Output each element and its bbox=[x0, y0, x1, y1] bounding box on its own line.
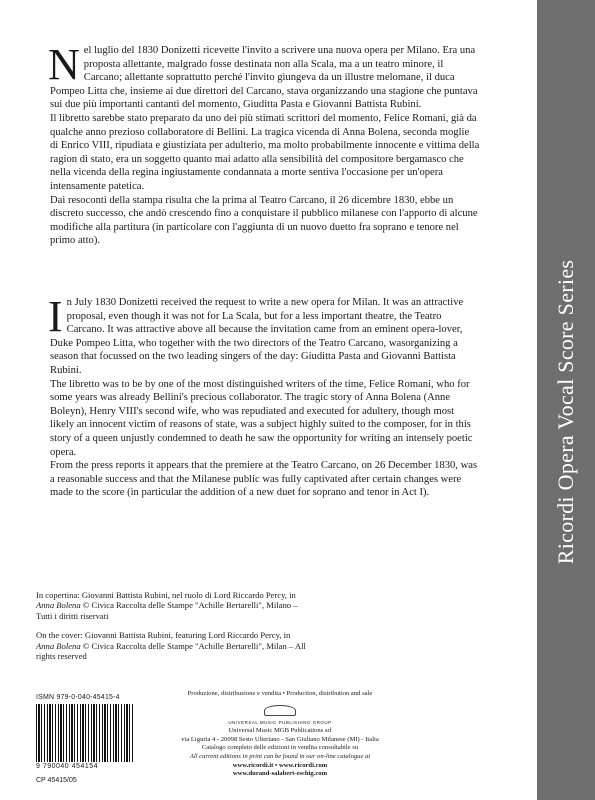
italian-paragraph-2: Il libretto sarebbe stato preparato da uno dei più stimati scrittori del momento, Felice Romani, già da qualche anno prezioso collaboratore di Bellini. La tragica vicenda di Anna Bolena, seconda moglie di Enrico VIII, ripudiata e giustiziata per adulterio, ma molto probabilmente innocente e vittima della ragion di stato, era un soggetto quanto mai adatto alla sensibilità del compositore bergamasco che nella vicenda della regina ingiustamente condannata a morte sentiva l'occasione per un'opera intensamente patetica. bbox=[50, 112, 480, 192]
company-address: via Liguria 4 - 20098 Sesto Ulteriano - San Giuliano Milanese (MI) - Italia bbox=[181, 735, 379, 743]
web-link-ricordi-com[interactable]: www.ricordi.com bbox=[278, 761, 328, 769]
drop-cap: N bbox=[48, 40, 80, 89]
italian-paragraph-3: Dai resoconti della stampa risulta che la prima al Teatro Carcano, il 26 dicembre 1830, ebbe un discreto successo, che andò crescendo fino a conquistare il pubblico milanese con l'apporto di alcune modifiche alla partitura (in particolare con l'aggiunta di un nuovo duetto fra soprano e tenore nel primo atto). bbox=[50, 194, 478, 247]
caption-english-pre: On the cover: Giovanni Battista Rubini, featuring Lord Riccardo Percy, in bbox=[36, 630, 291, 641]
universal-logo-icon bbox=[264, 705, 296, 716]
cover-captions bbox=[36, 590, 306, 670]
caption-italian-title: Anna Bolena bbox=[36, 600, 81, 611]
caption-italian bbox=[36, 590, 306, 621]
web-link-dse[interactable]: www.durand-salabert-eschig.com bbox=[232, 770, 328, 778]
catalogue-note-it: Catalogo completo delle edizioni in vendita consultabile su bbox=[201, 744, 359, 752]
caption-italian-pre: In copertina: Giovanni Battista Rubini, nel ruolo di Lord Riccardo Percy, in bbox=[36, 590, 296, 600]
english-paragraph-3: From the press reports it appears that the premiere at the Teatro Carcano, on 26 December 1830, was a reasonable success and that the Milanese public was fully captivated after certain changes were made to the score (in particular the addition of a new duet for soprano and tenor in Act I). bbox=[50, 460, 478, 499]
company-name: Universal Music MGB Publications srl bbox=[228, 727, 332, 735]
logo-text: UNIVERSAL MUSIC PUBLISHING GROUP bbox=[228, 719, 332, 725]
english-text bbox=[48, 292, 480, 500]
english-paragraph-1-text: n July 1830 Donizetti received the request to write a new opera for Milan. It was an attractive proposal, even though it was not for La Scala, but for a less important theatre, the Teatro Carcano. It was attractive above all because the invitation came from an eminent opera-lover, Duke Pompeo Litta, who together with the two directors of the Teatro Carcano, wasorganizing a season that focussed on the two leading singers of the day: Giuditta Pasta and Giovanni Battista Rubini. bbox=[50, 297, 464, 376]
italian-paragraph-1 bbox=[48, 40, 480, 112]
production-line: Produzione, distribuzione e vendita • Production, distribution and sale bbox=[187, 690, 373, 697]
barcode-area bbox=[36, 694, 156, 784]
caption-english-post: © Civica Raccolta delle Stampe "Achille Bertarelli", Milan – All rights reserved bbox=[36, 640, 306, 662]
caption-english bbox=[36, 630, 306, 661]
english-paragraph-1 bbox=[48, 292, 480, 378]
web-separator: • bbox=[273, 761, 279, 769]
barcode-digits: 9 790040 454154 bbox=[36, 763, 98, 770]
caption-italian-post: © Civica Raccolta delle Stampe "Achille Bertarelli", Milano – Tutti i diritti riservati bbox=[36, 600, 298, 621]
italian-text bbox=[48, 40, 480, 248]
series-title bbox=[537, 0, 595, 800]
ismn-number: ISMN 979-0-040-45415-4 bbox=[36, 694, 120, 701]
catalog-code: CP 45415/05 bbox=[36, 777, 77, 784]
caption-english-title: Anna Bolena bbox=[36, 640, 81, 651]
series-title-text: Ricordi Opera Vocal Score Series bbox=[553, 259, 578, 565]
barcode-image bbox=[36, 704, 134, 762]
web-links bbox=[150, 762, 410, 771]
italian-paragraph-1-text: el luglio del 1830 Donizetti ricevette l'invito a scrivere una nuova opera per Milano. Era una proposta allettante, malgrado fosse destinata non alla Scala, ma a un teatro minore, il Carcano; allettante soprattutto perché l'invito giungeva da un illustre melomane, il duca Pompeo Litta che, insieme ai due direttori del Carcano, stava organizzando una stagione che puntava sui due più importanti cantanti del momento, Giuditta Pasta e Giovanni Battista Rubini. bbox=[50, 45, 478, 111]
english-paragraph-2: The libretto was to be by one of the most distinguished writers of the time, Felice Romani, who for some years was already Bellini's precious collaborator. The tragic story of Anna Bolena (Anne Boleyn), Henry VIII's second wife, who was repudiated and executed for adultery, though most likely an innocent victim of reasons of state, was a subject highly suited to the composer, for in this story of a queen unjustly condemned to death he saw the opportunity for writing an intensely poetic opera. bbox=[50, 378, 473, 458]
catalogue-note-en: All current editions in print can be found in our on-line catalogue at bbox=[189, 752, 371, 760]
publisher-info bbox=[150, 690, 410, 779]
web-link-ricordi-it[interactable]: www.ricordi.it bbox=[232, 761, 274, 769]
drop-cap: I bbox=[48, 292, 63, 341]
